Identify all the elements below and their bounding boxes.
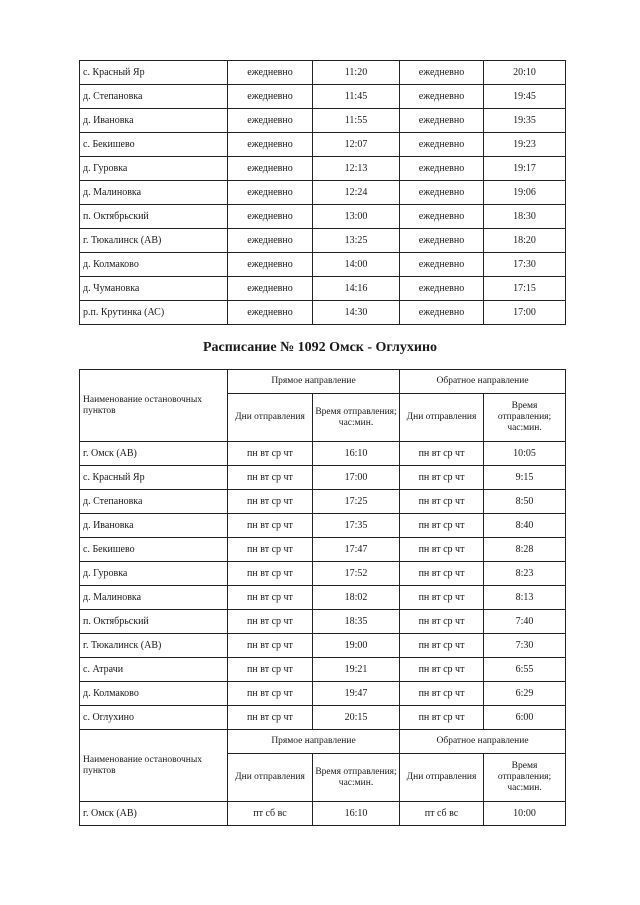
schedule-table-top	[79, 60, 566, 325]
days-backward: ежедневно	[400, 205, 484, 229]
days-backward: ежедневно	[400, 229, 484, 253]
table-row	[80, 133, 566, 157]
days-backward: ежедневно	[400, 109, 484, 133]
time-forward: 17:52	[313, 562, 400, 586]
time-forward: 14:00	[313, 253, 400, 277]
table-row	[80, 253, 566, 277]
days-backward: пн вт ср чт	[400, 706, 484, 730]
days-forward: ежедневно	[228, 229, 313, 253]
time-backward: 6:55	[484, 658, 566, 682]
days-forward: ежедневно	[228, 157, 313, 181]
time-backward: 9:15	[484, 466, 566, 490]
time-forward: 13:25	[313, 229, 400, 253]
time-backward: 7:30	[484, 634, 566, 658]
days-backward: пн вт ср чт	[400, 658, 484, 682]
time-backward: 19:35	[484, 109, 566, 133]
table-row	[80, 658, 566, 682]
time-forward: 16:10	[313, 802, 400, 826]
days-forward: ежедневно	[228, 61, 313, 85]
stop-name: д. Колмаково	[80, 682, 228, 706]
days-backward: пн вт ср чт	[400, 442, 484, 466]
time-forward: 17:47	[313, 538, 400, 562]
time-backward: 19:45	[484, 85, 566, 109]
days-backward: пн вт ср чт	[400, 562, 484, 586]
time-forward: 19:21	[313, 658, 400, 682]
header-forward: Прямое направление	[228, 730, 400, 754]
days-forward: пн вт ср чт	[228, 538, 313, 562]
header-days-backward: Дни отправления	[400, 394, 484, 442]
time-forward: 12:24	[313, 181, 400, 205]
days-forward: пн вт ср чт	[228, 706, 313, 730]
time-backward: 8:23	[484, 562, 566, 586]
days-forward: ежедневно	[228, 133, 313, 157]
time-forward: 12:07	[313, 133, 400, 157]
header-days-backward: Дни отправления	[400, 754, 484, 802]
table-row	[80, 634, 566, 658]
days-forward: пн вт ср чт	[228, 466, 313, 490]
table-row	[80, 109, 566, 133]
days-backward: ежедневно	[400, 61, 484, 85]
time-backward: 10:05	[484, 442, 566, 466]
table-row	[80, 85, 566, 109]
days-backward: ежедневно	[400, 301, 484, 325]
days-forward: пн вт ср чт	[228, 634, 313, 658]
header-time-forward: Время отправления; час:мин.	[313, 394, 400, 442]
time-backward: 19:06	[484, 181, 566, 205]
stop-name: г. Омск (АВ)	[80, 802, 228, 826]
time-backward: 18:20	[484, 229, 566, 253]
header-time-backward: Время отправления; час:мин.	[484, 754, 566, 802]
time-forward: 17:00	[313, 466, 400, 490]
days-backward: ежедневно	[400, 157, 484, 181]
time-forward: 18:35	[313, 610, 400, 634]
stop-name: д. Степановка	[80, 490, 228, 514]
table-row	[80, 586, 566, 610]
days-forward: ежедневно	[228, 109, 313, 133]
table-row	[80, 466, 566, 490]
stop-name: д. Гуровка	[80, 562, 228, 586]
stop-name: с. Бекишево	[80, 133, 228, 157]
table-row	[80, 442, 566, 466]
table-row	[80, 205, 566, 229]
table-row	[80, 562, 566, 586]
time-backward: 7:40	[484, 610, 566, 634]
stop-name: п. Октябрьский	[80, 610, 228, 634]
days-backward: пн вт ср чт	[400, 538, 484, 562]
table-row	[80, 301, 566, 325]
time-backward: 8:13	[484, 586, 566, 610]
time-forward: 13:00	[313, 205, 400, 229]
time-backward: 19:23	[484, 133, 566, 157]
table-row	[80, 181, 566, 205]
table-row	[80, 490, 566, 514]
days-backward: ежедневно	[400, 133, 484, 157]
time-forward: 19:00	[313, 634, 400, 658]
days-backward: пн вт ср чт	[400, 610, 484, 634]
days-forward: пн вт ср чт	[228, 490, 313, 514]
header-forward: Прямое направление	[228, 370, 400, 394]
days-backward: пн вт ср чт	[400, 490, 484, 514]
stop-name: г. Тюкалинск (АВ)	[80, 229, 228, 253]
days-backward: пн вт ср чт	[400, 682, 484, 706]
days-forward: пн вт ср чт	[228, 610, 313, 634]
schedule-title: Расписание № 1092 Омск - Оглухино	[202, 340, 438, 355]
time-forward: 11:55	[313, 109, 400, 133]
time-backward: 8:50	[484, 490, 566, 514]
stop-name: д. Колмаково	[80, 253, 228, 277]
stop-name: д. Малиновка	[80, 586, 228, 610]
header-time-forward: Время отправления; час:мин.	[313, 754, 400, 802]
header-days-forward: Дни отправления	[228, 394, 313, 442]
days-forward: ежедневно	[228, 301, 313, 325]
time-backward: 19:17	[484, 157, 566, 181]
days-forward: пн вт ср чт	[228, 514, 313, 538]
time-forward: 17:35	[313, 514, 400, 538]
table-row	[80, 229, 566, 253]
table-row	[80, 157, 566, 181]
stop-name: г. Тюкалинск (АВ)	[80, 634, 228, 658]
time-backward: 20:10	[484, 61, 566, 85]
days-backward: пн вт ср чт	[400, 634, 484, 658]
time-forward: 11:20	[313, 61, 400, 85]
days-backward: ежедневно	[400, 277, 484, 301]
stop-name: р.п. Крутинка (АС)	[80, 301, 228, 325]
time-forward: 19:47	[313, 682, 400, 706]
header-stop-column: Наименование остановочных пунктов	[80, 730, 228, 802]
table-row	[80, 61, 566, 85]
time-forward: 14:30	[313, 301, 400, 325]
stop-name: с. Оглухино	[80, 706, 228, 730]
days-forward: ежедневно	[228, 85, 313, 109]
time-forward: 17:25	[313, 490, 400, 514]
days-backward: пн вт ср чт	[400, 514, 484, 538]
days-backward: пт сб вс	[400, 802, 484, 826]
stop-name: с. Атрачи	[80, 658, 228, 682]
days-forward: ежедневно	[228, 181, 313, 205]
time-forward: 14:16	[313, 277, 400, 301]
schedule-table-1092	[79, 369, 566, 826]
days-forward: пн вт ср чт	[228, 658, 313, 682]
stop-name: д. Ивановка	[80, 109, 228, 133]
time-forward: 18:02	[313, 586, 400, 610]
time-forward: 16:10	[313, 442, 400, 466]
time-backward: 17:00	[484, 301, 566, 325]
days-forward: пн вт ср чт	[228, 562, 313, 586]
time-backward: 8:40	[484, 514, 566, 538]
stop-name: с. Красный Яр	[80, 61, 228, 85]
table-row	[80, 277, 566, 301]
stop-name: д. Гуровка	[80, 157, 228, 181]
table-row	[80, 514, 566, 538]
time-forward: 12:13	[313, 157, 400, 181]
days-forward: пн вт ср чт	[228, 586, 313, 610]
days-backward: ежедневно	[400, 253, 484, 277]
header-days-forward: Дни отправления	[228, 754, 313, 802]
days-forward: пн вт ср чт	[228, 682, 313, 706]
table-row	[80, 802, 566, 826]
days-backward: пн вт ср чт	[400, 586, 484, 610]
time-backward: 10:00	[484, 802, 566, 826]
stop-name: г. Омск (АВ)	[80, 442, 228, 466]
table-row	[80, 538, 566, 562]
stop-name: с. Бекишево	[80, 538, 228, 562]
days-forward: ежедневно	[228, 253, 313, 277]
table-row	[80, 682, 566, 706]
time-forward: 20:15	[313, 706, 400, 730]
time-backward: 6:29	[484, 682, 566, 706]
days-forward: пн вт ср чт	[228, 442, 313, 466]
stop-name: д. Степановка	[80, 85, 228, 109]
time-backward: 18:30	[484, 205, 566, 229]
time-backward: 17:30	[484, 253, 566, 277]
stop-name: д. Малиновка	[80, 181, 228, 205]
days-backward: ежедневно	[400, 181, 484, 205]
time-backward: 17:15	[484, 277, 566, 301]
time-backward: 8:28	[484, 538, 566, 562]
time-forward: 11:45	[313, 85, 400, 109]
stop-name: п. Октябрьский	[80, 205, 228, 229]
days-forward: пт сб вс	[228, 802, 313, 826]
time-backward: 6:00	[484, 706, 566, 730]
stop-name: д. Чумановка	[80, 277, 228, 301]
days-forward: ежедневно	[228, 277, 313, 301]
header-backward: Обратное направление	[400, 370, 566, 394]
header-stop-column: Наименование остановочных пунктов	[80, 370, 228, 442]
days-backward: пн вт ср чт	[400, 466, 484, 490]
stop-name: д. Ивановка	[80, 514, 228, 538]
header-backward: Обратное направление	[400, 730, 566, 754]
table-row	[80, 706, 566, 730]
stop-name: с. Красный Яр	[80, 466, 228, 490]
header-time-backward: Время отправления; час:мин.	[484, 394, 566, 442]
days-backward: ежедневно	[400, 85, 484, 109]
table-row	[80, 610, 566, 634]
days-forward: ежедневно	[228, 205, 313, 229]
